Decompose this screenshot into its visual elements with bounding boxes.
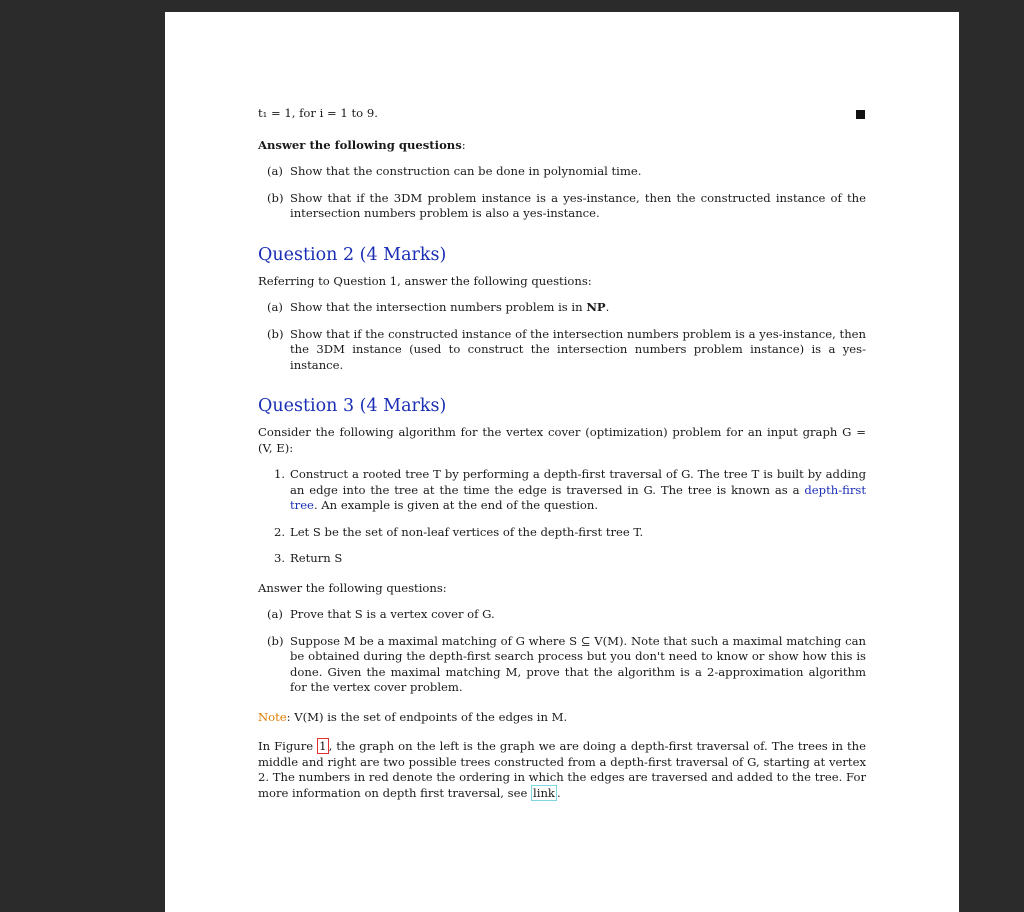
figure-paragraph xyxy=(258,739,866,801)
figure-para-pre: In Figure xyxy=(258,739,318,753)
q1-item-b-label: (b) xyxy=(267,190,284,205)
q3-item-b-text: Suppose M be a maximal matching of G where S ⊆ V(M). Note that such a maximal matching can be obtained during the depth-first search process but you don't need to know or show how this is done. Given the maximal matching M, prove that the algorithm is a 2-approximation algorithm for the vertex cover problem. xyxy=(290,633,866,694)
q3-step-1-pre: Construct a rooted tree T by performing a depth-first traversal of G. The tree T is built by adding an edge into the tree at the time the edge is traversed in G. The tree is known as a xyxy=(290,467,866,497)
top-line: t₁ = 1, for i = 1 to 9. xyxy=(258,106,378,120)
more-info-link[interactable]: link xyxy=(533,785,555,800)
q3-step-1-post: . An example is given at the end of the question. xyxy=(313,498,599,512)
q2-item-a-text xyxy=(290,300,866,316)
q3-step-1 xyxy=(258,467,866,514)
q3-step-2-text: Let S be the set of non-leaf vertices of the depth-first tree T. xyxy=(290,524,644,539)
note-text: : V(M) is the set of endpoints of the edges in M. xyxy=(286,709,568,724)
q3-step-2 xyxy=(258,525,866,541)
q3-item-a-text: Prove that S is a vertex cover of G. xyxy=(290,607,495,621)
question-3-title: Question 3 (4 Marks) xyxy=(258,396,447,416)
figure-para-post: . xyxy=(556,785,561,800)
q2-item-b-label: (b) xyxy=(267,326,284,341)
q3-note xyxy=(258,710,866,726)
q2-item-b xyxy=(258,327,866,374)
q3-item-a-label: (a) xyxy=(267,607,283,621)
q3-answer-intro: Answer the following questions: xyxy=(258,580,447,595)
question-2-title: Question 2 (4 Marks) xyxy=(258,244,447,265)
answer-heading xyxy=(258,138,866,154)
q3-step-1-text xyxy=(290,467,866,514)
note-label: Note xyxy=(258,709,287,724)
answer-heading-colon: : xyxy=(461,137,466,152)
answer-heading-text: Answer the following questions xyxy=(258,137,462,152)
q3-step-3-label: 3. xyxy=(274,551,286,565)
q3-item-a xyxy=(258,607,866,623)
q1-item-b-text: Show that if the 3DM problem instance is a yes-instance, then the constructed instance of the intersection numbers problem is also a yes-instance. xyxy=(290,190,866,220)
depth-first-tree-link[interactable]: depth-first tree xyxy=(290,482,866,512)
question-3-intro: Consider the following algorithm for the vertex cover (optimization) problem for an input graph G = (V, E): xyxy=(258,425,866,455)
q3-step-2-label: 2. xyxy=(274,524,286,539)
q2-item-a-bold: NP xyxy=(586,300,606,314)
q3-step-3 xyxy=(258,551,866,567)
figure-ref-link[interactable]: 1 xyxy=(319,739,327,753)
q1-item-a-text: Show that the construction can be done in polynomial time. xyxy=(290,164,642,178)
q1-item-a-label: (a) xyxy=(267,164,283,178)
q3-item-b-label: (b) xyxy=(267,633,284,648)
q2-item-a-label: (a) xyxy=(267,300,283,314)
document-page xyxy=(165,12,959,912)
figure-para-mid: , the graph on the left is the graph we are doing a depth-first traversal of. The trees in the middle and right are two possible trees constructed from a depth-first traversal of G, starting at vertex 2. The numbers in red denote the ordering in which the edges are traversed and added to the tree. For more information on depth first traversal, see xyxy=(258,739,866,800)
q3-step-1-label: 1. xyxy=(274,467,286,481)
q2-item-b-text: Show that if the constructed instance of the intersection numbers problem is a yes-instance, then the 3DM instance (used to construct the intersection numbers problem instance) is a yes-instance. xyxy=(290,326,866,372)
q3-item-b xyxy=(258,634,866,696)
q3-step-3-text: Return S xyxy=(290,551,343,565)
page-content xyxy=(258,106,866,801)
q1-item-a xyxy=(258,164,866,180)
q2-item-a-post: . xyxy=(605,300,610,314)
q1-item-b xyxy=(258,191,866,222)
q2-item-a-pre: Show that the intersection numbers problem is in xyxy=(290,300,587,314)
question-2-intro: Referring to Question 1, answer the following questions: xyxy=(258,273,592,288)
q2-item-a xyxy=(258,300,866,316)
